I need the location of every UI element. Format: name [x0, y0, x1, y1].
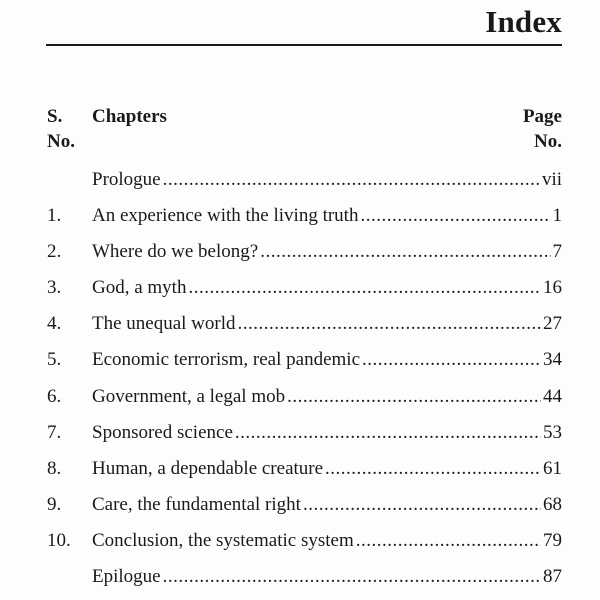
toc-label: An experience with the living truth [92, 205, 359, 227]
toc-label: Epilogue [92, 566, 161, 588]
toc-entry [92, 234, 562, 270]
toc-number: 7. [47, 421, 62, 443]
toc-label: Government, a legal mob [92, 385, 286, 407]
toc-number: 1. [47, 205, 62, 227]
toc-entry [92, 487, 562, 523]
table-of-contents [0, 162, 600, 595]
toc-entry [92, 451, 562, 487]
dot-leader [362, 342, 541, 378]
toc-number: 9. [47, 493, 62, 515]
toc-page-number: 87 [543, 566, 562, 588]
toc-label: Care, the fundamental right [92, 493, 301, 515]
dot-leader [163, 559, 541, 595]
toc-page-number: 44 [543, 385, 562, 407]
toc-entry [92, 342, 562, 378]
toc-number: 6. [47, 385, 62, 407]
toc-row [0, 559, 600, 595]
dot-leader [287, 379, 541, 415]
toc-label: The unequal world [92, 313, 236, 335]
toc-number: 4. [47, 313, 62, 335]
chapters-header: Chapters [92, 106, 167, 127]
toc-row [0, 451, 600, 487]
sno-header-line1: S. [47, 106, 63, 127]
toc-label: Sponsored science [92, 421, 233, 443]
toc-number: 8. [47, 457, 62, 479]
dot-leader [356, 523, 541, 559]
toc-page-number: 79 [543, 529, 562, 551]
toc-page-number: 61 [543, 457, 562, 479]
toc-row [0, 523, 600, 559]
dot-leader [235, 415, 541, 451]
toc-row [0, 306, 600, 342]
toc-page-number: 27 [543, 313, 562, 335]
toc-number: 5. [47, 349, 62, 371]
dot-leader [188, 270, 541, 306]
toc-entry [92, 379, 562, 415]
toc-label: Economic terrorism, real pandemic [92, 349, 361, 371]
dot-leader [238, 306, 541, 342]
toc-entry [92, 270, 562, 306]
toc-entry [92, 306, 562, 342]
toc-label: Prologue [92, 169, 161, 190]
toc-page-number: 68 [543, 493, 562, 515]
dot-leader [260, 234, 550, 270]
toc-entry [92, 162, 562, 198]
toc-row [0, 415, 600, 451]
toc-number: 10. [47, 529, 71, 551]
toc-label: Where do we belong? [92, 241, 259, 263]
toc-page-number: 34 [543, 349, 562, 371]
toc-row [0, 234, 600, 270]
toc-entry [92, 523, 562, 559]
toc-number: 3. [47, 277, 62, 299]
page-header-line2: No. [534, 131, 562, 152]
page-header-line1: Page [522, 106, 562, 127]
toc-row [0, 270, 600, 306]
toc-page-number: 1 [552, 205, 562, 227]
dot-leader [303, 487, 541, 523]
toc-row [0, 379, 600, 415]
title-rule [46, 44, 562, 46]
toc-label: Human, a dependable creature [92, 457, 324, 479]
toc-row [0, 487, 600, 523]
toc-entry [92, 559, 562, 595]
page-title: Index [485, 4, 562, 39]
toc-row [0, 162, 600, 198]
toc-page-number: 53 [543, 421, 562, 443]
sno-header [47, 104, 87, 154]
toc-page-number: 7 [552, 241, 562, 263]
toc-label: Conclusion, the systematic system [92, 529, 354, 551]
dot-leader [325, 451, 541, 487]
toc-label: God, a myth [92, 277, 187, 299]
toc-entry [92, 198, 562, 234]
dot-leader [360, 198, 550, 234]
toc-row [0, 198, 600, 234]
dot-leader [163, 162, 540, 198]
sno-header-line2: No. [47, 131, 75, 152]
toc-page-number: vii [541, 169, 562, 190]
toc-row [0, 342, 600, 378]
page-no-header [523, 104, 562, 154]
toc-page-number: 16 [543, 277, 562, 299]
toc-entry [92, 415, 562, 451]
toc-number: 2. [47, 241, 62, 263]
